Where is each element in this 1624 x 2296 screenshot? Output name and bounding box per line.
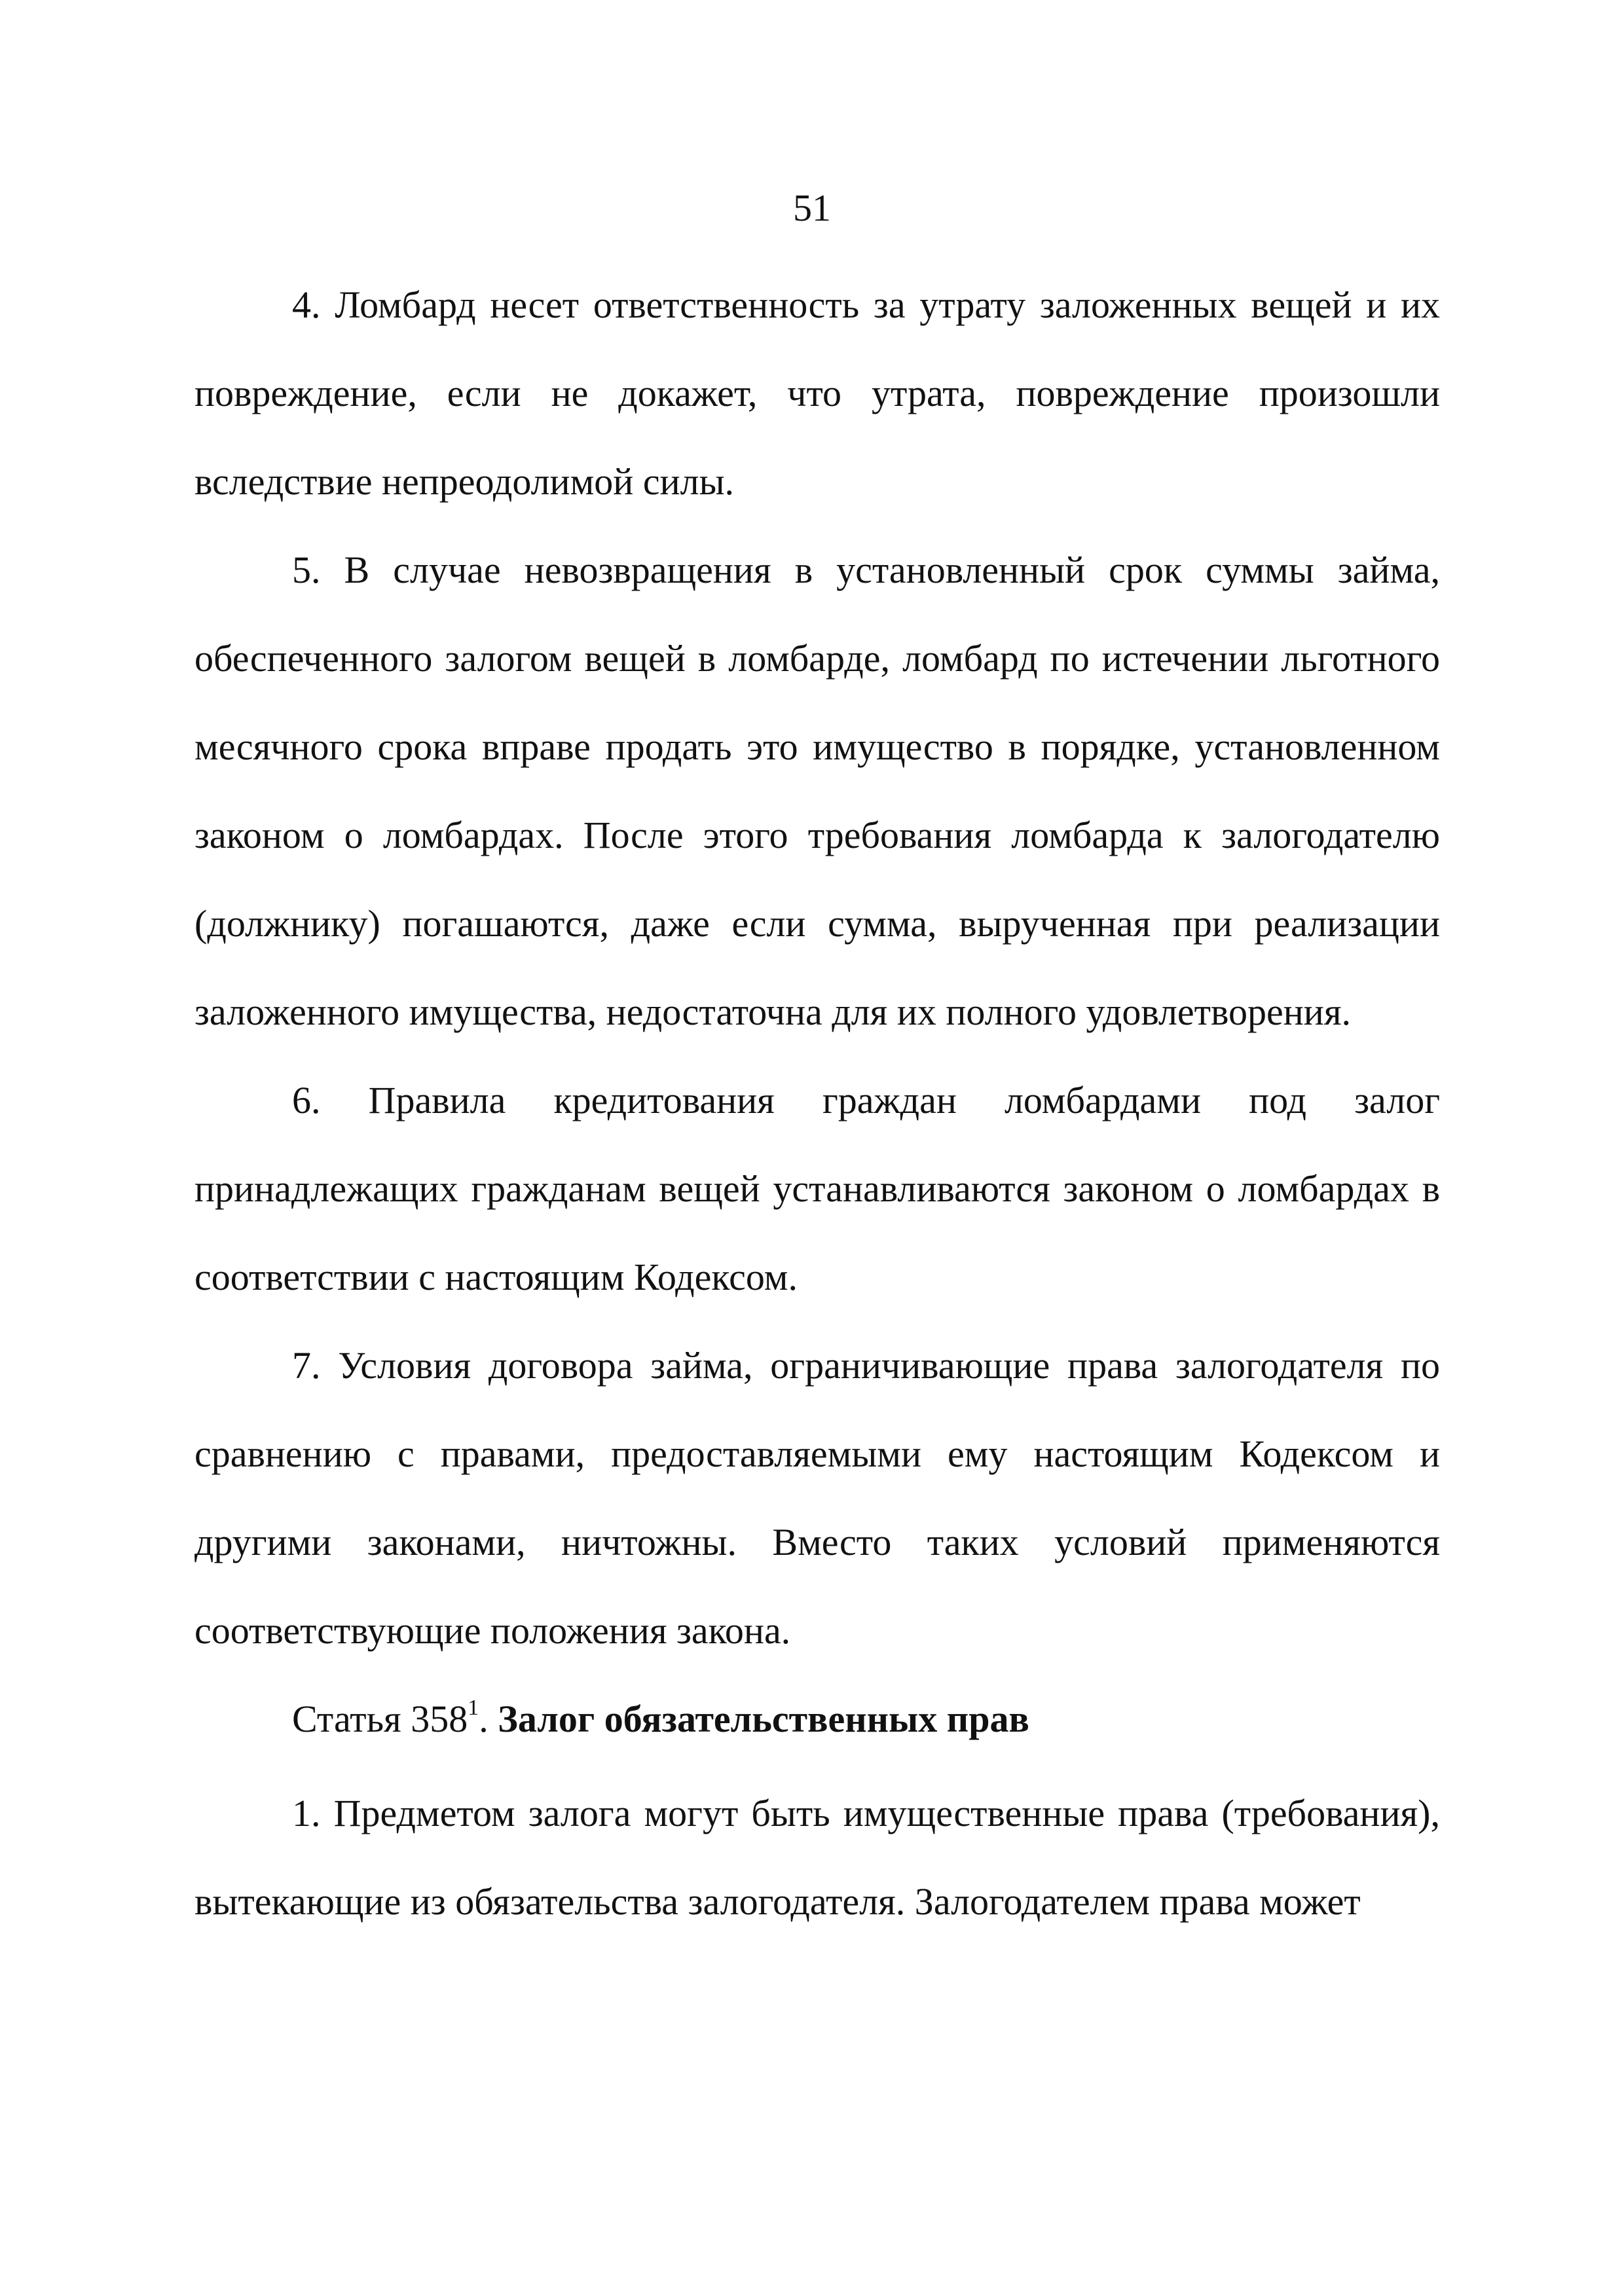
article-paragraph-1: 1. Предметом залога могут быть имущественные права (требования), вытекающие из обязательства залогодателя. Залогодателем права может <box>194 1792 1440 1923</box>
document-body <box>194 261 1440 1946</box>
paragraph-4: 4. Ломбард несет ответственность за утрату заложенных вещей и их повреждение, если не докажет, что утрата, повреждение произошли вследствие непреодолимой силы. <box>194 283 1440 503</box>
article-number: Статья 358 <box>292 1698 468 1740</box>
paragraph-5: 5. В случае невозвращения в установленный срок суммы займа, обеспеченного залогом вещей в ломбарде, ломбард по истечении льготного месячного срока вправе продать это имущество в порядке, установленном законом о ломбардах. После этого требования ломбарда к залогодателю (должнику) погашаются, даже если сумма, вырученная при реализации заложенного имущества, недостаточна для их полного удовлетворения. <box>194 549 1440 1033</box>
article-separator: . <box>479 1698 498 1740</box>
paragraph-6: 6. Правила кредитования граждан ломбардами под залог принадлежащих гражданам вещей устанавливаются законом о ломбардах в соответствии с настоящим Кодексом. <box>194 1079 1440 1298</box>
page-number: 51 <box>793 187 831 229</box>
paragraph-7: 7. Условия договора займа, ограничивающие права залогодателя по сравнению с правами, предоставляемыми ему настоящим Кодексом и другими законами, ничтожны. Вместо таких условий применяются соответствующие положения закона. <box>194 1344 1440 1652</box>
article-title: Залог обязательственных прав <box>498 1698 1029 1740</box>
article-heading <box>194 1675 1440 1769</box>
article-superscript: 1 <box>468 1696 479 1720</box>
